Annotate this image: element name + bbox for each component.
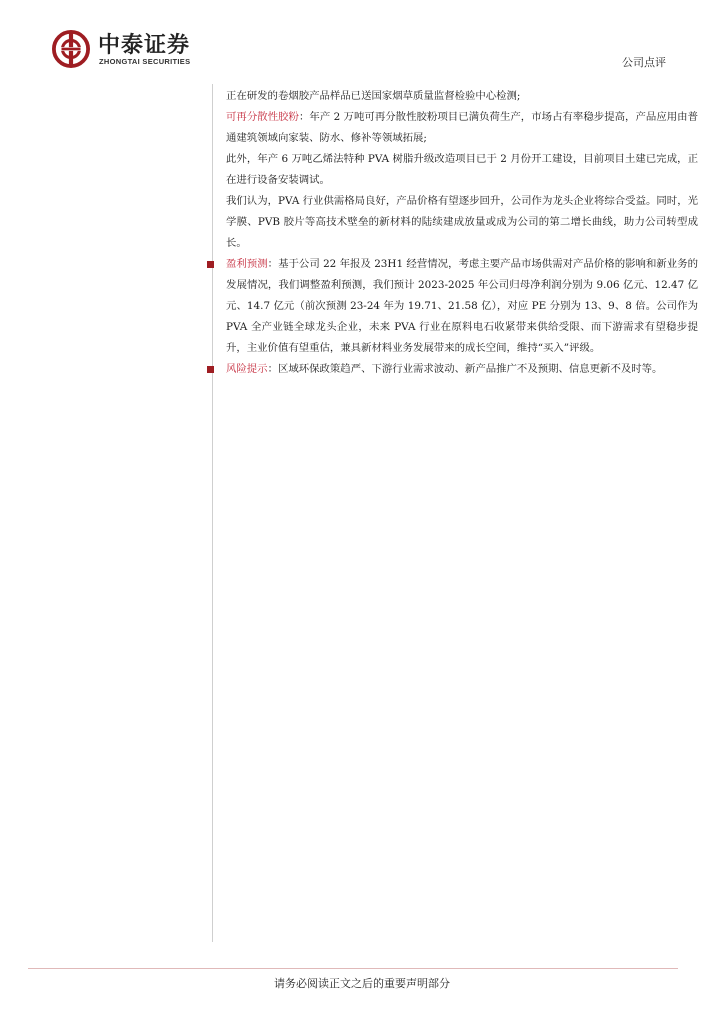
- paragraph-outlook: [226, 191, 698, 254]
- footer-disclaimer: 请务必阅读正文之后的重要声明部分: [274, 977, 450, 990]
- zhongtai-logo-icon: [52, 30, 90, 68]
- report-type-tag: 公司点评: [622, 56, 666, 69]
- report-body: [226, 86, 698, 380]
- logo-english-name: ZHONGTAI SECURITIES: [99, 57, 191, 66]
- paragraph-text: 正在研发的卷烟胶产品样品已送国家烟草质量监督检验中心检测;: [226, 90, 521, 102]
- logo-chinese-name: 中泰证券: [98, 33, 191, 58]
- bullet-highlight: 风险提示: [226, 363, 268, 375]
- bullet-text: ：基于公司 22 年报及 23H1 经营情况，考虑主要产品市场供需对产品价格的影响和新业务的发展情况，我们调整盈利预测，我们预计 2023-2025 年公司归母净利润分别为 9.06 亿元、12.47 亿元、14.7 亿元（前次预测 23-24 年为 19.71、21.58 亿），对应 PE 分别为 13、9、8 倍。公司作为 PVA 全产业链全球龙头企业，未来 PVA 行业在原料电石收紧带来供给受限、而下游需求有望稳步提升，主业价值有望重估，兼具新材料业务发展带来的成长空间，维持“买入”评级。: [226, 258, 699, 354]
- paragraph-cigarette-glue: [226, 86, 698, 107]
- bullet-risk-warning: [226, 359, 698, 380]
- bullet-highlight: 盈利预测: [226, 258, 268, 270]
- paragraph-pva-resin-project: [226, 149, 698, 191]
- paragraph-highlight: 可再分散性胶粉: [226, 111, 299, 123]
- paragraph-text: 我们认为，PVA 行业供需格局良好，产品价格有望逐步回升，公司作为龙头企业将综合受益。同时，光学膜、PVB 胶片等高技术壁垒的新材料的陆续建成放量或成为公司的第二增长曲线，助力公司转型成长。: [226, 195, 698, 249]
- paragraph-text: ：年产 2 万吨可再分散性胶粉项目已满负荷生产，市场占有率稳步提高，产品应用由普通建筑领域向家装、防水、修补等领域拓展;: [226, 111, 698, 144]
- company-logo: [52, 24, 222, 72]
- paragraph-text: 此外，年产 6 万吨乙烯法特种 PVA 树脂升级改造项目已于 2 月份开工建设，目前项目土建已完成，正在进行设备安装调试。: [226, 153, 698, 186]
- bullet-earnings-forecast: [226, 254, 698, 359]
- paragraph-redispersible-powder: [226, 107, 698, 149]
- footer-divider: [28, 968, 678, 969]
- column-divider: [212, 84, 213, 942]
- bullet-text: ：区域环保政策趋严、下游行业需求波动、新产品推广不及预期、信息更新不及时等。: [267, 363, 663, 375]
